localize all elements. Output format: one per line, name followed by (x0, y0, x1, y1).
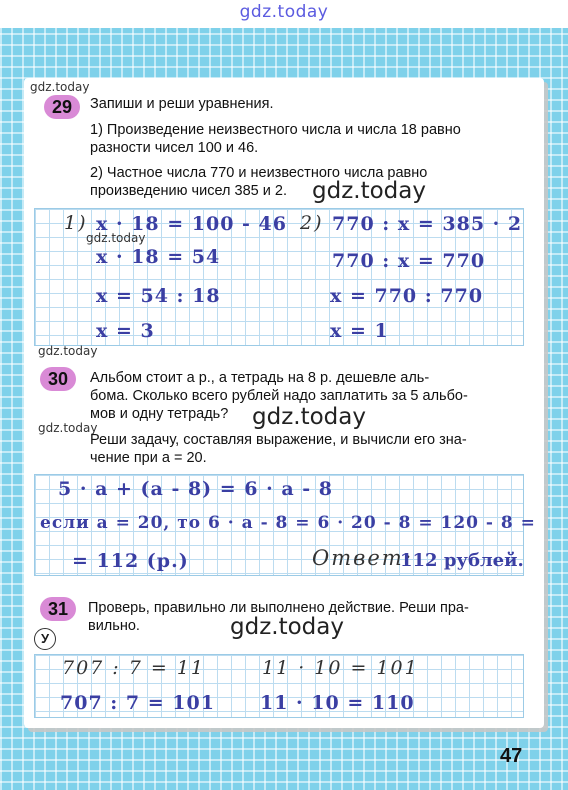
watermark-small: gdz.today (38, 344, 98, 358)
watermark-small: gdz.today (86, 231, 146, 245)
task-29-hw-b2: 770 : x = 770 (332, 250, 486, 272)
task-30-answer: 112 рублей. (400, 550, 524, 571)
task-30-line2: бома. Сколько всего рублей надо заплатить за 5 альбо- (90, 388, 468, 404)
watermark-top: gdz.today (239, 2, 329, 22)
task-29-item1-line2: разности чисел 100 и 46. (90, 140, 259, 156)
task-31-line1: Проверь, правильно ли выполнено действие. Реши пра- (88, 600, 469, 616)
task-30-hw-row3: = 112 (р.) (72, 550, 189, 572)
task-29-item2-line2: произведению чисел 385 и 2. (90, 183, 287, 199)
task-29-item2-line1: 2) Частное числа 770 и неизвестного числа равно (90, 165, 428, 181)
task-30-line5: чение при a = 20. (90, 450, 207, 466)
level-mark-icon: У (34, 628, 56, 650)
task-29-hw-b1: 770 : x = 385 · 2 (332, 213, 523, 235)
task-29-item1-line1: 1) Произведение неизвестного числа и числа 18 равно (90, 122, 461, 138)
task-29-title: Запиши и реши уравнения. (90, 96, 274, 112)
task-30-answer-label: Ответ: (312, 546, 413, 570)
task-29-hw-num1: 1) (64, 212, 88, 234)
task-31-hw-c2: 11 · 10 = 110 (260, 692, 415, 714)
task-29-hw-num2: 2) (300, 212, 324, 234)
task-29-hw-a3: x = 54 : 18 (96, 285, 221, 307)
task-29-hw-a1: x · 18 = 100 - 46 (96, 213, 287, 235)
task-31-given2: 11 · 10 = 101 (262, 657, 419, 679)
task-29-hw-b4: x = 1 (330, 320, 389, 342)
watermark-large: gdz.today (230, 614, 344, 640)
task-29-hw-a4: x = 3 (96, 320, 155, 342)
page-number: 47 (500, 745, 523, 767)
task-30-badge: 30 (40, 367, 76, 391)
task-30-hw-row2: если a = 20, то 6 · a - 8 = 6 · 20 - 8 = 120 - 8 = (40, 513, 536, 533)
task-30-hw-row1: 5 · a + (a - 8) = 6 · a - 8 (58, 478, 334, 500)
task-29-badge: 29 (44, 95, 80, 119)
task-30-line4: Реши задачу, составляя выражение, и вычисли его зна- (90, 432, 467, 448)
watermark-large: gdz.today (312, 178, 426, 204)
task-31-line2: вильно. (88, 618, 140, 634)
task-30-line3: мов и одну тетрадь? (90, 406, 229, 422)
task-31-badge: 31 (40, 597, 76, 621)
task-30-line1: Альбом стоит a р., а тетрадь на 8 р. дешевле аль- (90, 370, 430, 386)
task-31-given1: 707 : 7 = 11 (62, 657, 206, 679)
watermark-large: gdz.today (252, 404, 366, 430)
task-31-hw-c1: 707 : 7 = 101 (60, 692, 215, 714)
task-29-hw-b3: x = 770 : 770 (330, 285, 484, 307)
watermark-small: gdz.today (30, 80, 90, 94)
watermark-small: gdz.today (38, 421, 98, 435)
task-29-hw-a2: x · 18 = 54 (96, 246, 221, 268)
